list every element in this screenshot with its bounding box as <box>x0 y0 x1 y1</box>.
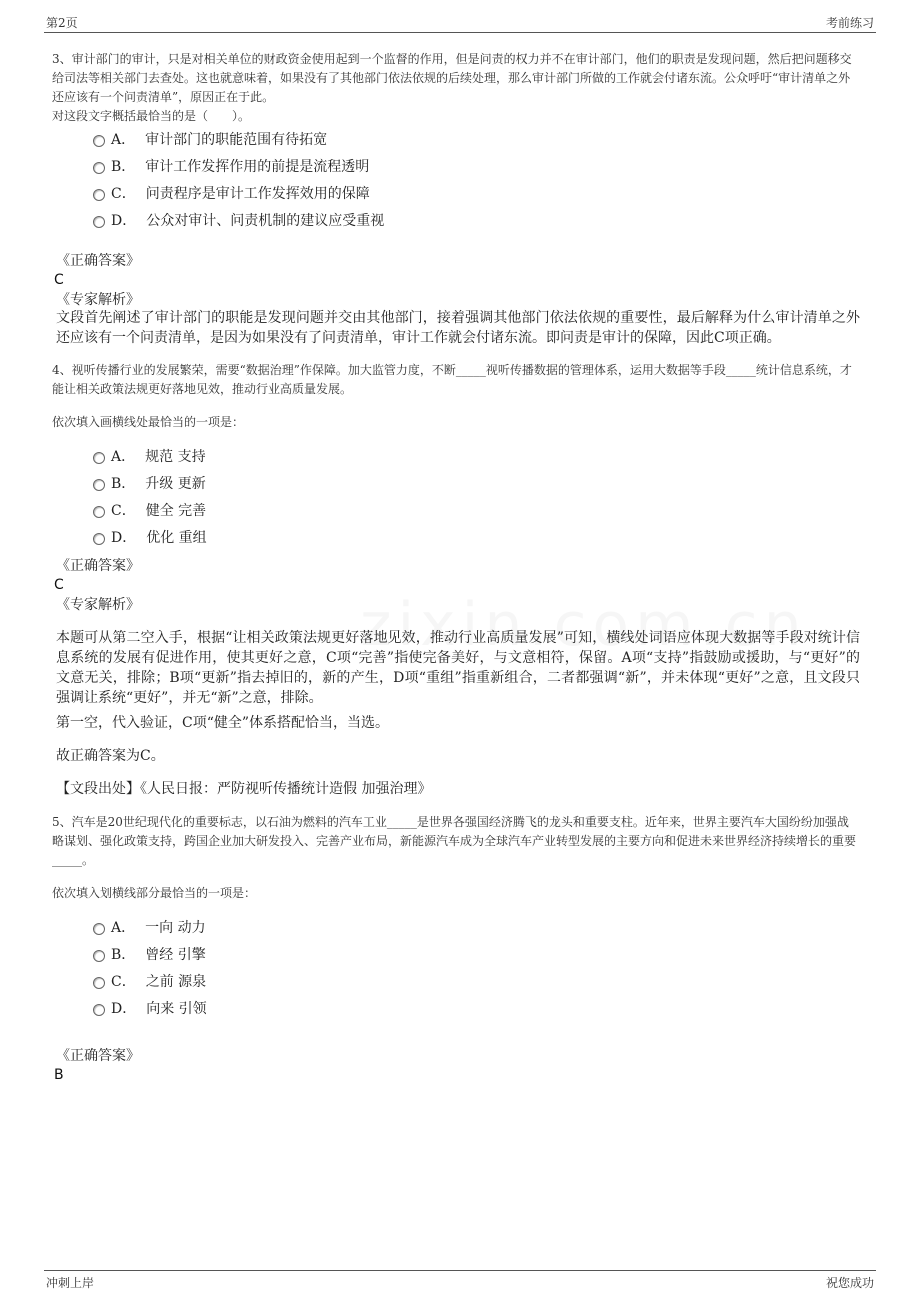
q5-stem: 5、汽车是20世纪现代化的重要标志，以石油为燃料的汽车工业_____是世界各强国经济腾飞的龙头和重要支柱。近年来，世界主要汽车大国纷纷加强战略谋划、强化政策支持，跨国企业加大研发投入、完善产业布局，新能源汽车成为全球汽车产业转型发展的主要方向和促进未来世界经济持续增长的重要_____。 <box>52 815 857 867</box>
radio-icon[interactable] <box>93 1004 105 1016</box>
option-text: 之前 源泉 <box>145 974 207 990</box>
q4-analysis-paragraph-3: 故正确答案为C。 <box>56 748 165 764</box>
q4-prompt: 依次填入画横线处最恰当的一项是： <box>52 415 245 429</box>
q3-analysis-label: 《专家解析》 <box>56 292 140 308</box>
q4-analysis-paragraph-2: 第一空，代入验证，C项“健全”体系搭配恰当，当选。 <box>56 715 390 731</box>
option-text: 审计部门的职能范围有待拓宽 <box>145 132 328 148</box>
option-letter: B． <box>111 159 136 175</box>
radio-icon[interactable] <box>93 189 105 201</box>
option-text: 优化 重组 <box>146 530 207 546</box>
option-text: 审计工作发挥作用的前提是流程透明 <box>145 159 370 175</box>
footer-left-text: 冲刺上岸 <box>46 1276 95 1290</box>
radio-icon[interactable] <box>93 216 105 228</box>
radio-icon[interactable] <box>93 950 105 962</box>
q3-option-b[interactable] <box>93 157 369 177</box>
option-letter: C． <box>111 974 136 990</box>
option-letter: A． <box>111 132 136 148</box>
q5-answer-label: 《正确答案》 <box>56 1048 140 1064</box>
q4-analysis-paragraph-1: 本题可从第二空入手，根据“让相关政策法规更好落地见效，推动行业高质量发展”可知，横线处词语应体现大数据等手段对统计信息系统的发展有促进作用，使其更好之意，C项“完善”指使完备美好，与文意相符，保留。A项“支持”指鼓励或援助，与“更好”的文意无关，排除；B项“更新”指去掉旧的，新的产生，D项“重组”指重新组合，二者都强调“新”，并未体现“更好”之意，且文段只强调让系统“更好”，并无“新”之意，排除。 <box>56 630 860 706</box>
option-text: 公众对审计、问责机制的建议应受重视 <box>146 213 385 229</box>
radio-icon[interactable] <box>93 135 105 147</box>
option-text: 向来 引领 <box>146 1001 207 1017</box>
q4-option-b[interactable] <box>93 474 206 494</box>
option-letter: C． <box>111 503 136 519</box>
option-letter: D． <box>111 530 137 546</box>
q5-option-b[interactable] <box>93 945 206 965</box>
page-number: 第2页 <box>46 16 78 30</box>
q5-answer: B <box>54 1067 64 1083</box>
q3-stem: 3、审计部门的审计，只是对相关单位的财政资金使用起到一个监督的作用，但是问责的权力并不在审计部门，他们的职责是发现问题，然后把问题移交给司法等相关部门去查处。这也就意味着，如果没有了其他部门依法依规的后续处理，那么审计部门所做的工作就会付诸东流。公众呼吁“审计清单之外还应该有一个问责清单”，原因正在于此。 <box>52 52 852 104</box>
q3-answer-label: 《正确答案》 <box>56 253 140 269</box>
page-footer <box>44 1270 876 1292</box>
q4-option-a[interactable] <box>93 447 206 467</box>
q4-option-d[interactable] <box>93 528 207 548</box>
option-letter: A． <box>111 449 136 465</box>
page-header <box>44 14 876 33</box>
option-text: 健全 完善 <box>145 503 207 519</box>
q3-analysis: 文段首先阐述了审计部门的职能是发现问题并交由其他部门，接着强调其他部门依法依规的重要性，最后解释为什么审计清单之外还应该有一个问责清单，是因为如果没有了问责清单，审计工作就会付诸东流。即问责是审计的保障，因此C项正确。 <box>56 310 860 346</box>
q3-option-c[interactable] <box>93 184 370 204</box>
q5-option-d[interactable] <box>93 999 207 1019</box>
q5-option-a[interactable] <box>93 918 206 938</box>
q4-answer: C <box>54 577 64 593</box>
option-letter: D． <box>111 213 137 229</box>
q3-prompt: 对这段文字概括最恰当的是（ ）。 <box>52 109 251 123</box>
q4-option-c[interactable] <box>93 501 206 521</box>
option-letter: A． <box>111 920 136 936</box>
radio-icon[interactable] <box>93 162 105 174</box>
option-letter: B． <box>111 476 136 492</box>
footer-right-text: 祝您成功 <box>825 1276 874 1290</box>
radio-icon[interactable] <box>93 506 105 518</box>
option-text: 规范 支持 <box>145 449 206 465</box>
radio-icon[interactable] <box>93 452 105 464</box>
q4-analysis-label: 《专家解析》 <box>56 597 140 613</box>
q3-option-a[interactable] <box>93 130 327 150</box>
option-letter: B． <box>111 947 136 963</box>
option-text: 升级 更新 <box>145 476 206 492</box>
radio-icon[interactable] <box>93 977 105 989</box>
option-text: 一向 动力 <box>145 920 206 936</box>
radio-icon[interactable] <box>93 533 105 545</box>
q5-option-c[interactable] <box>93 972 206 992</box>
radio-icon[interactable] <box>93 923 105 935</box>
option-letter: C． <box>111 186 136 202</box>
radio-icon[interactable] <box>93 479 105 491</box>
q3-answer: C <box>54 272 64 288</box>
q4-source: 【文段出处】《人民日报：严防视听传播统计造假 加强治理》 <box>56 781 432 797</box>
option-text: 曾经 引擎 <box>145 947 206 963</box>
q4-stem: 4、视听传播行业的发展繁荣，需要“数据治理”作保障。加大监管力度，不断_____视听传播数据的管理体系，运用大数据等手段_____统计信息系统，才能让相关政策法规更好落地见效，推动行业高质量发展。 <box>52 363 852 396</box>
option-text: 问责程序是审计工作发挥效用的保障 <box>145 186 370 202</box>
option-letter: D． <box>111 1001 137 1017</box>
q4-answer-label: 《正确答案》 <box>56 558 140 574</box>
q3-option-d[interactable] <box>93 211 384 231</box>
q5-prompt: 依次填入划横线部分最恰当的一项是： <box>52 886 257 900</box>
header-title: 考前练习 <box>825 16 874 30</box>
